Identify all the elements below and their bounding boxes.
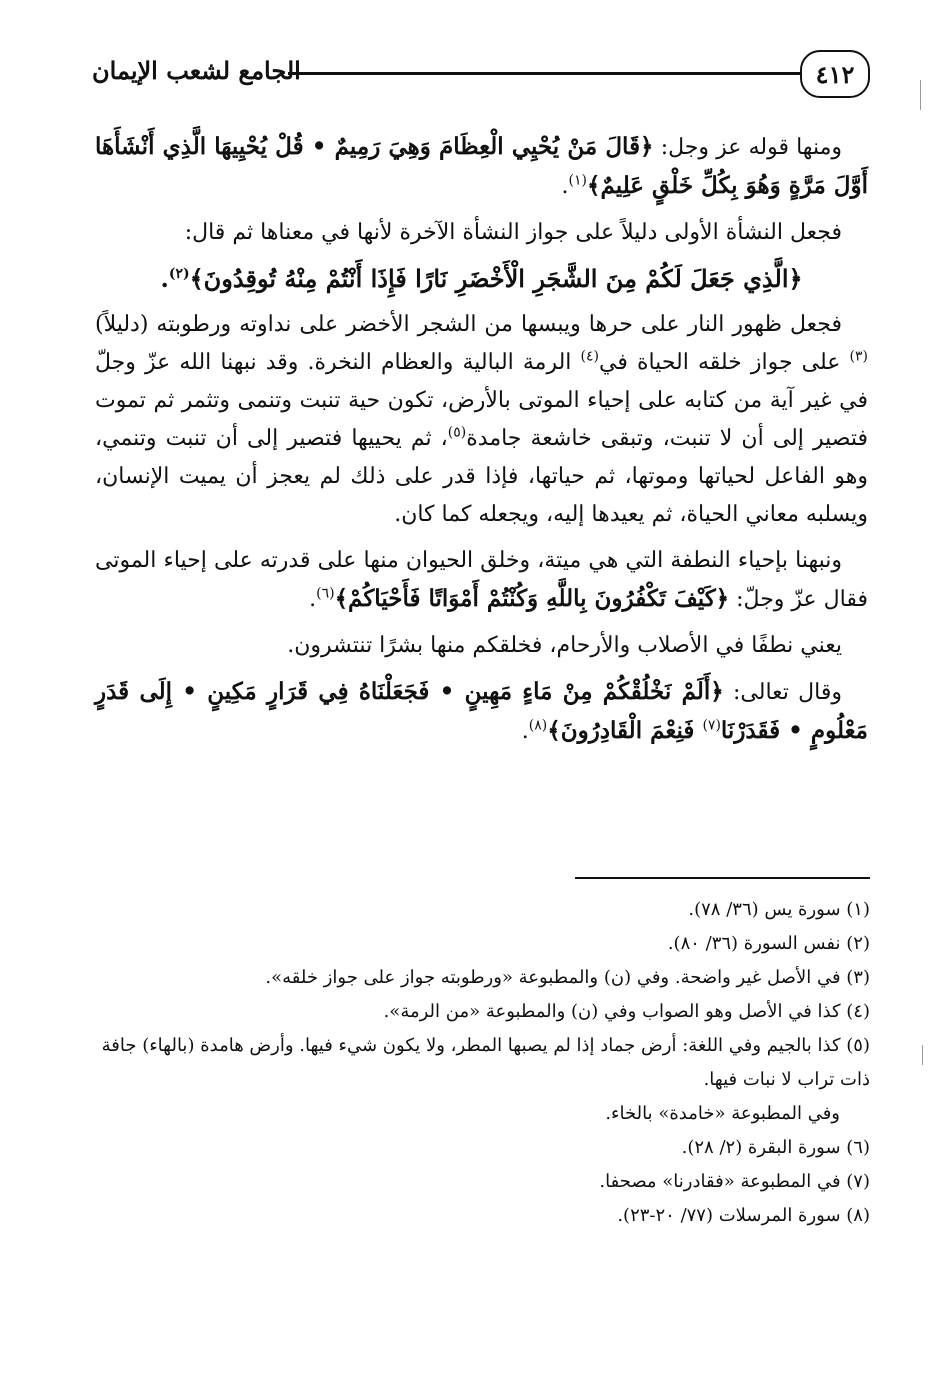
quran-verse: ﴿أَلَمْ نَخْلُقْكُمْ مِنْ مَاءٍ مَهِينٍ • فَجَعَلْنَاهُ فِي قَرَارٍ مَكِينٍ • إِلَى قَدَرٍ مَعْلُومٍ • فَقَدَرْنَا <box>95 678 868 744</box>
footnote-ref[interactable]: (٨) <box>528 717 548 734</box>
page-header <box>92 48 870 100</box>
text-run: وقال تعالى: <box>723 680 842 705</box>
text-run: على جواز خلقه الحياة في <box>598 350 850 375</box>
running-title: الجامع لشعب الإيمان <box>92 56 301 85</box>
paragraph-6: يعني نطفًا في الأصلاب والأرحام، فخلقكم منها بشرًا تنتشرون. <box>287 633 842 658</box>
footnote-4: (٤) كذا في الأصل وهو الصواب وفي (ن) والمطبوعة «من الرمة». <box>383 1001 870 1022</box>
quran-verse: ﴿قَالَ مَنْ يُحْيِي الْعِظَامَ وَهِيَ رَمِيمٌ • قُلْ يُحْيِيهَا الَّذِي أَنْشَأَهَا أَوَّلَ مَرَّةٍ وَهُوَ بِكُلِّ خَلْقٍ عَلِيمٌ﴾ <box>95 133 868 199</box>
page-number: ٤١٢ <box>800 50 870 98</box>
footnote-ref[interactable]: (٢) <box>168 266 190 282</box>
text-run: . <box>521 719 529 744</box>
footnote-2: (٢) نفس السورة (٣٦/ ٨٠). <box>667 933 870 954</box>
footnote-6: (٦) سورة البقرة (٢/ ٢٨). <box>681 1137 870 1158</box>
footnote-5: (٥) كذا بالجيم وفي اللغة: أرض جماد إذا لم يصبها المطر، ولا يكون شيء فيها. وأرض هامدة (بالهاء) جافة ذات تراب لا نبات فيها. <box>101 1035 870 1090</box>
footnote-1: (١) سورة يس (٣٦/ ٧٨). <box>688 899 870 920</box>
text-run: فجعل ظهور النار على حرها ويبسها من الشجر الأخضر على نداوته ورطوبته (دليلاً) <box>95 312 842 337</box>
margin-mark <box>922 1045 923 1065</box>
header-rule <box>288 72 800 75</box>
text-run: ومنها قوله عز وجل: <box>653 135 842 160</box>
paragraph-7 <box>95 673 868 751</box>
footnote-ref[interactable]: (٥) <box>447 424 467 441</box>
paragraph-4 <box>95 306 868 534</box>
paragraph-1 <box>95 128 868 206</box>
main-text <box>95 128 868 759</box>
footnote-ref[interactable]: (٦) <box>316 585 335 602</box>
text-run: الرمة البالية والعظام النخرة. وقد نبهنا الله عزّ وجلّ في غير آية من كتابه على إحياء الموتى بالأرض، تكون حية تنبت وتنمى وتثمر ثم تموت فتصير إلى أن لا تنبت، وتبقى خاشعة جامدة <box>95 350 868 451</box>
text-run: ونبهنا بإحياء النطفة التي هي ميتة، وخلق الحيوان منها على قدرته على إحياء الموتى فقال عزّ وجلّ: <box>95 548 868 612</box>
footnote-8: (٨) سورة المرسلات (٧٧/ ٢٠-٢٣). <box>617 1205 870 1226</box>
footnote-5-continuation: وفي المطبوعة «خامدة» بالخاء. <box>605 1103 840 1124</box>
text-run: . <box>160 264 169 293</box>
footnote-ref[interactable]: (١) <box>568 172 587 189</box>
footnote-separator <box>575 877 870 879</box>
text-run: ، ثم يحييها فتصير إلى أن تنبت وتنمي، وهو الفاعل لحياتها وموتها، ثم حياتها، فإذا قدر على ذلك لم يعجز أن يميت الإنسان، ويسلبه معاني الحياة، ثم يعيدها إليه، ويجعله كما كان. <box>95 426 868 527</box>
quran-verse: ﴿الَّذِي جَعَلَ لَكُمْ مِنَ الشَّجَرِ الْأَخْضَرِ نَارًا فَإِذَا أَنْتُمْ مِنْهُ تُوقِدُونَ﴾ <box>189 264 803 293</box>
text-run: . <box>561 174 569 199</box>
footnote-ref[interactable]: (٧) <box>702 717 721 734</box>
margin-mark <box>920 80 921 110</box>
footnote-3: (٣) في الأصل غير واضحة. وفي (ن) والمطبوعة «ورطوبته جواز على جواز خلقه». <box>265 967 870 988</box>
paragraph-3 <box>95 260 868 298</box>
paragraph-5 <box>95 542 868 619</box>
footnotes <box>92 893 870 1233</box>
quran-verse: ﴿كَيْفَ تَكْفُرُونَ بِاللَّهِ وَكُنْتُمْ أَمْوَاتًا فَأَحْيَاكُمْ﴾ <box>334 585 730 612</box>
footnote-ref[interactable]: (٣) <box>849 348 868 365</box>
quran-verse: فَنِعْمَ الْقَادِرُونَ﴾ <box>547 717 703 744</box>
paragraph-2: فجعل النشأة الأولى دليلاً على جواز النشأة الآخرة لأنها في معناها ثم قال: <box>184 220 842 245</box>
footnote-ref[interactable]: (٤) <box>580 348 599 365</box>
footnote-7: (٧) في المطبوعة «فقادرنا» مصحفا. <box>599 1171 870 1192</box>
text-run: . <box>309 587 317 612</box>
